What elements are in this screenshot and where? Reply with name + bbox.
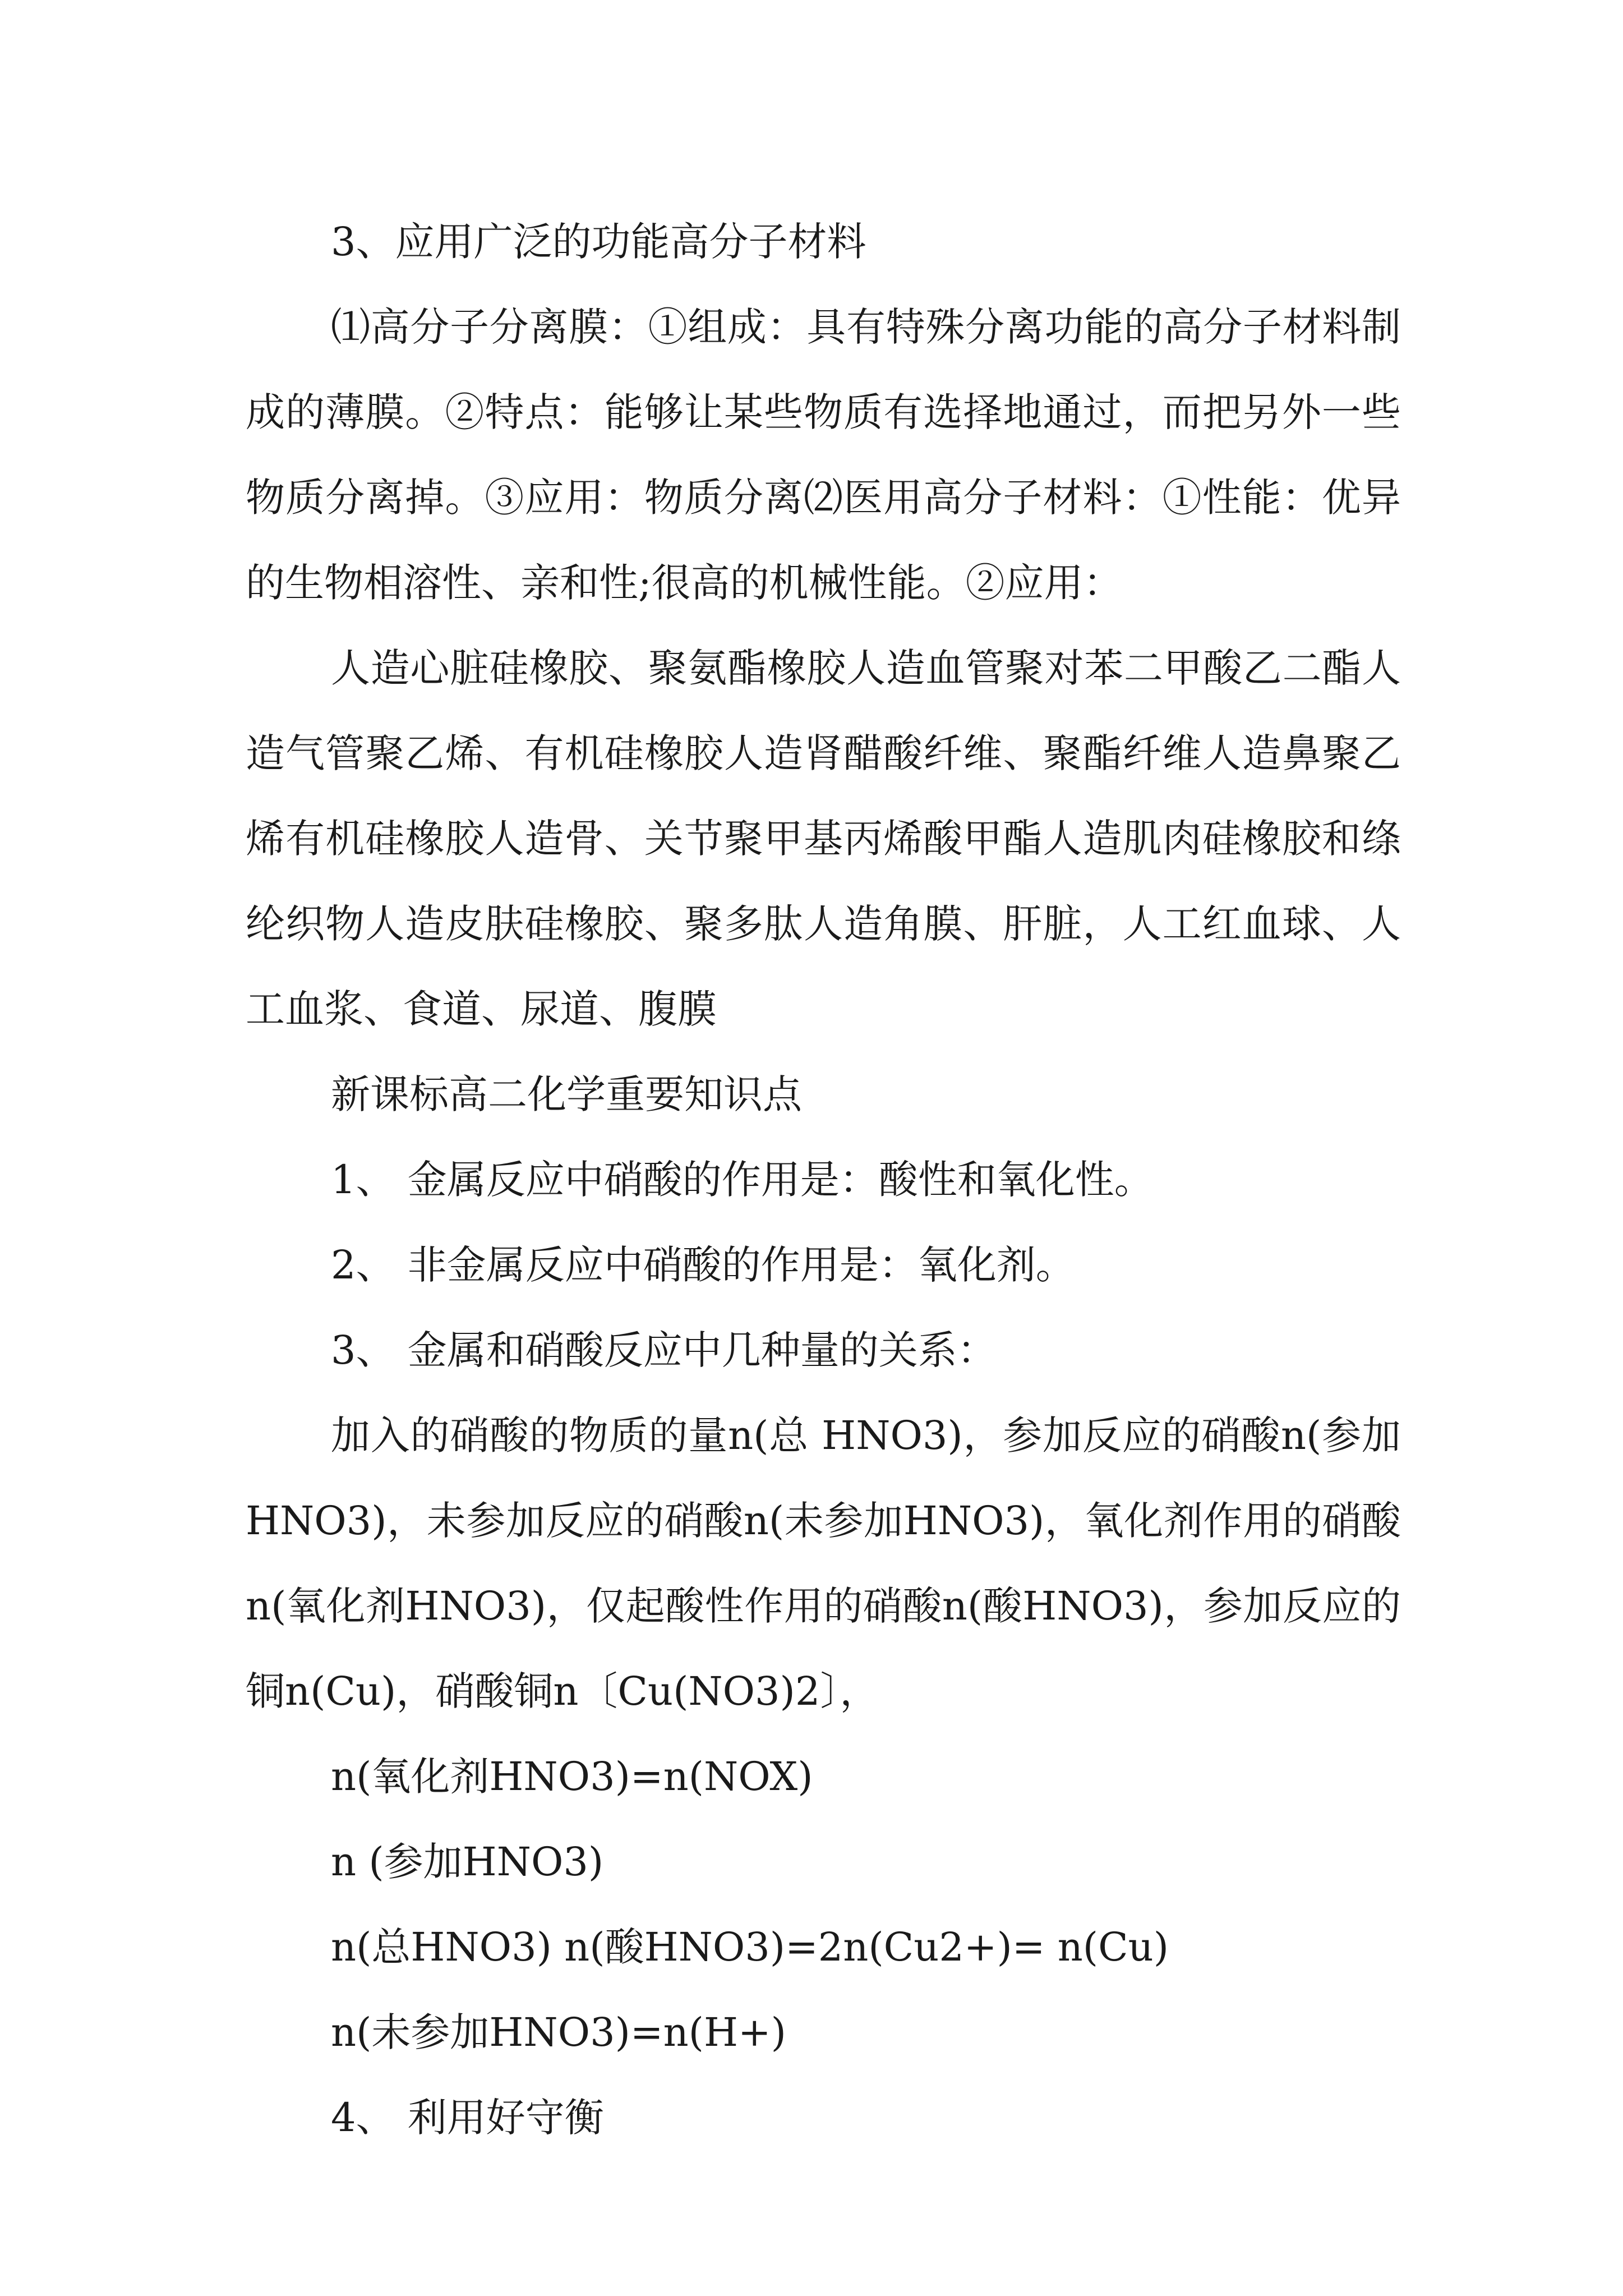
equation-4: n(未参加HNO3)=n(H+) <box>331 2009 786 2055</box>
list-item-1: 1、 金属反应中硝酸的作用是：酸性和氧化性。 <box>331 1157 1154 1203</box>
list-item-3: 3、 金属和硝酸反应中几种量的关系： <box>331 1327 997 1373</box>
paragraph-membrane: ⑴高分子分离膜：①组成：具有特殊分离功能的高分子材料制成的薄膜。②特点：能够让某些物质有选择地通过，而把另外一些物质分离掉。③应用：物质分离⑵医用高分子材料：①性能：优异的生物相溶性、亲和性;很高的机械性能。②应用： <box>246 304 1401 606</box>
knowledge-title: 新课标高二化学重要知识点 <box>331 1071 802 1117</box>
paragraph-applications: 人造心脏硅橡胶、聚氨酯橡胶人造血管聚对苯二甲酸乙二酯人造气管聚乙烯、有机硅橡胶人造肾醋酸纤维、聚酯纤维人造鼻聚乙烯有机硅橡胶人造骨、关节聚甲基丙烯酸甲酯人造肌肉硅橡胶和绦纶织物人造皮肤硅橡胶、聚多肽人造角膜、肝脏，人工红血球、人工血浆、食道、尿道、腹膜 <box>246 645 1401 1032</box>
list-item-4: 4、 利用好守衡 <box>331 2095 604 2141</box>
document-body <box>246 199 1401 2160</box>
list-item-2: 2、 非金属反应中硝酸的作用是：氧化剂。 <box>331 1242 1075 1288</box>
equation-2: n (参加HNO3) <box>331 1839 604 1885</box>
equation-1: n(氧化剂HNO3)=n(NOX) <box>331 1754 813 1800</box>
paragraph-quantities: 加入的硝酸的物质的量n(总 HNO3)，参加反应的硝酸n(参加HNO3)，未参加反应的硝酸n(未参加HNO3)，氧化剂作用的硝酸n(氧化剂HNO3)，仅起酸性作用的硝酸n(酸HNO3)，参加反应的铜n(Cu)，硝酸铜n〔Cu(NO3)2〕， <box>246 1412 1401 1714</box>
equation-3: n(总HNO3) n(酸HNO3)=2n(Cu2+)= n(Cu) <box>331 1924 1169 1970</box>
section-heading: 3、应用广泛的功能高分子材料 <box>331 219 866 265</box>
